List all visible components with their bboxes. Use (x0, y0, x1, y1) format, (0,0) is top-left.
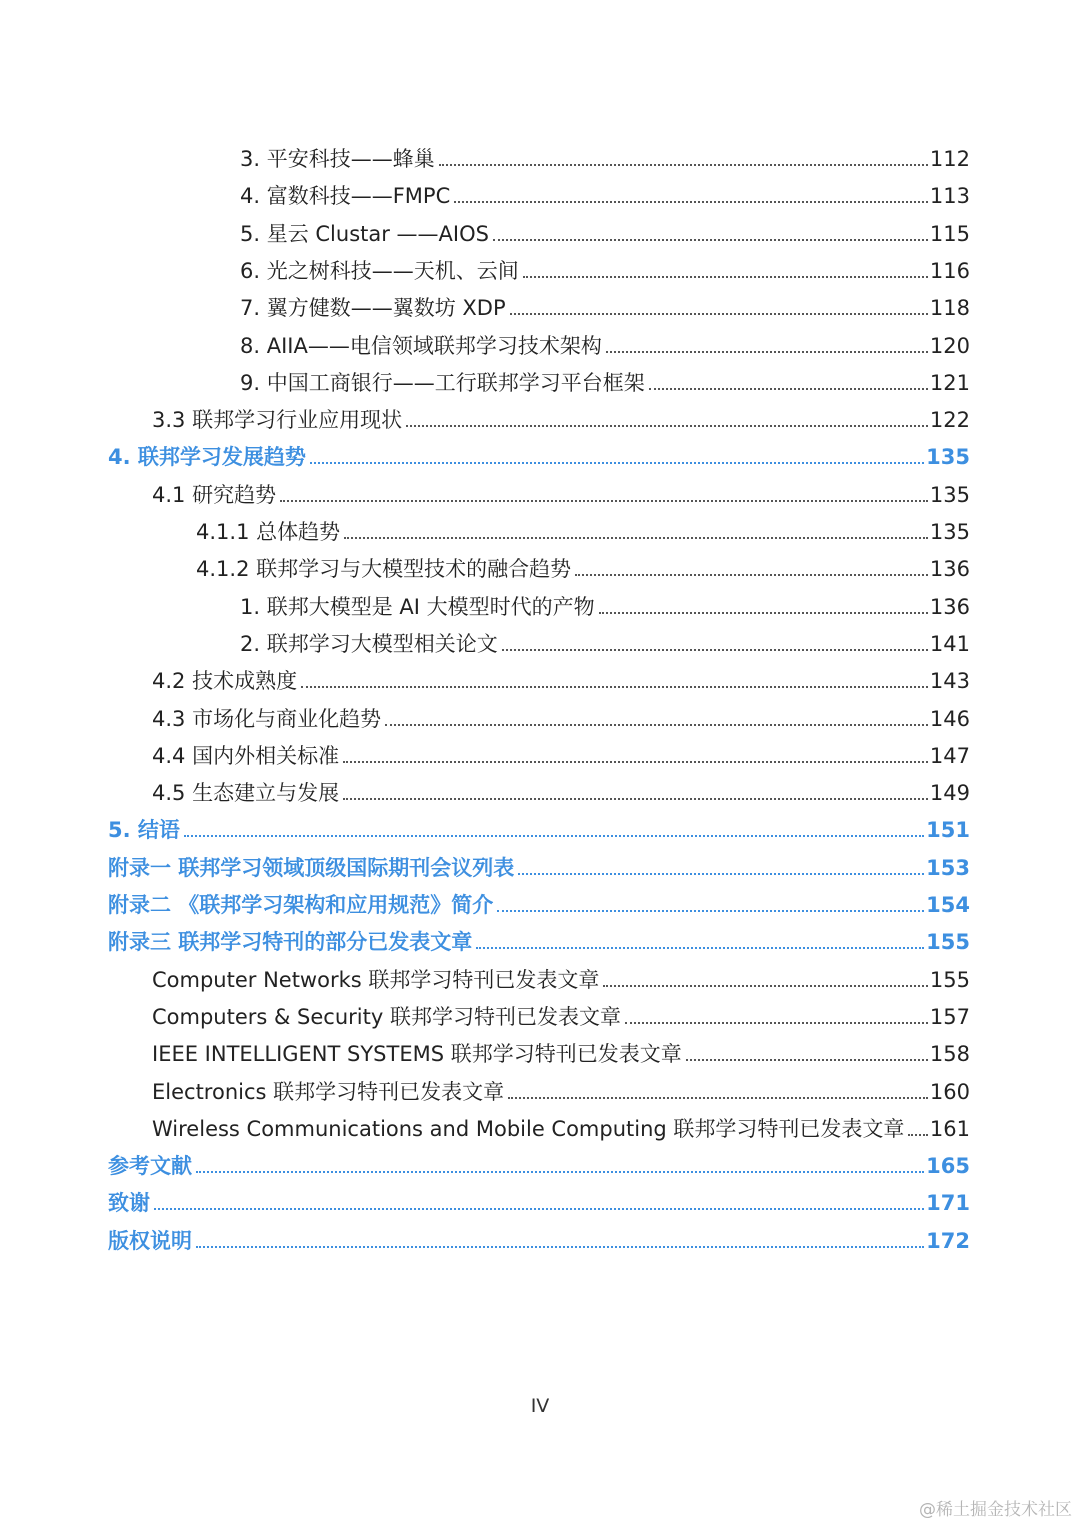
toc-entry[interactable] (152, 658, 970, 695)
toc-entry[interactable] (240, 285, 970, 322)
dot-leader (406, 423, 928, 427)
toc-entry-page: 157 (929, 1004, 970, 1029)
toc-major-entry[interactable] (108, 434, 970, 471)
toc-entry-title: 5. 结语 (108, 818, 180, 843)
dot-leader (184, 833, 924, 837)
toc-major-entry[interactable] (108, 1218, 970, 1255)
toc-entry[interactable] (240, 211, 970, 248)
toc-entry-title: 4.1.1 总体趋势 (196, 520, 341, 544)
toc-major-entry[interactable] (108, 845, 970, 882)
toc-entry-page: 121 (929, 370, 970, 395)
toc-entry-page: 171 (926, 1191, 970, 1216)
toc-entry-page: 141 (929, 631, 970, 656)
toc-entry[interactable] (240, 584, 970, 621)
toc-entry-title: 致谢 (108, 1191, 150, 1216)
toc-entry-title: 2. 联邦学习大模型相关论文 (240, 631, 498, 656)
dot-leader (908, 1132, 927, 1136)
toc-entry-title: 附录二 《联邦学习架构和应用规范》简介 (108, 893, 494, 917)
toc-entry-title: 附录一 联邦学习领域顶级国际期刊会议列表 (108, 855, 515, 880)
toc-entry-page: 143 (929, 669, 970, 694)
dot-leader (310, 460, 924, 464)
toc-entry-title: 5. 星云 Clustar ——AIOS (240, 221, 489, 246)
toc-entry[interactable] (152, 696, 970, 733)
toc-entry-title: Electronics 联邦学习特刊已发表文章 (152, 1079, 505, 1104)
dot-leader (154, 1206, 924, 1210)
toc-entry-page: 172 (926, 1228, 970, 1253)
dot-leader (493, 237, 928, 241)
toc-entry-page: 120 (929, 333, 970, 358)
toc-entry-page: 118 (929, 296, 970, 321)
toc-entry-title: 1. 联邦大模型是 AI 大模型时代的产物 (240, 594, 595, 619)
toc-entry-page: 135 (929, 482, 970, 507)
toc-entry-page: 158 (929, 1042, 970, 1067)
toc-entry-title: 参考文献 (108, 1154, 192, 1179)
toc-entry-title: 附录三 联邦学习特刊的部分已发表文章 (108, 930, 473, 955)
dot-leader (476, 945, 924, 949)
toc-entry[interactable] (240, 323, 970, 360)
toc-entry-title: 4. 联邦学习发展趋势 (108, 445, 306, 470)
toc-entry-page: 122 (929, 408, 970, 433)
dot-leader (196, 1169, 924, 1173)
toc-entry-page: 135 (926, 445, 970, 470)
toc-entry-title: 版权说明 (108, 1228, 192, 1253)
toc-entry-title: Computer Networks 联邦学习特刊已发表文章 (152, 967, 600, 992)
dot-leader (454, 199, 928, 203)
toc-major-entry[interactable] (108, 1180, 970, 1217)
toc-entry[interactable] (196, 546, 970, 583)
toc-entry-page: 161 (929, 1116, 970, 1141)
toc-entry-title: 3.3 联邦学习行业应用现状 (152, 408, 403, 433)
dot-leader (625, 1020, 928, 1024)
toc-entry-title: 4.2 技术成熟度 (152, 669, 298, 694)
dot-leader (599, 610, 928, 614)
dot-leader (523, 274, 928, 278)
toc-entry[interactable] (152, 1106, 970, 1143)
dot-leader (510, 311, 928, 315)
dot-leader (686, 1057, 928, 1061)
dot-leader (502, 647, 928, 651)
toc-entry-title: 4.5 生态建立与发展 (152, 781, 340, 806)
dot-leader (497, 908, 924, 912)
toc-entry-page: 146 (929, 706, 970, 731)
toc-major-entry[interactable] (108, 882, 970, 919)
toc-entry[interactable] (152, 1069, 970, 1106)
page-number: IV (530, 1395, 550, 1417)
toc-entry-title: Computers & Security 联邦学习特刊已发表文章 (152, 1004, 621, 1029)
toc-entry-page: 136 (929, 594, 970, 619)
toc-entry-page: 115 (929, 221, 970, 246)
toc-entry-page: 116 (929, 258, 970, 283)
toc-entry-title: 8. AIIA——电信领域联邦学习技术架构 (240, 333, 602, 358)
toc-entry-page: 165 (926, 1154, 970, 1179)
toc-entry-title: IEEE INTELLIGENT SYSTEMS 联邦学习特刊已发表文章 (152, 1042, 682, 1067)
toc-entry[interactable] (240, 621, 970, 658)
dot-leader (344, 535, 928, 539)
toc-entry-page: 151 (926, 818, 970, 843)
toc-entry-page: 154 (926, 893, 970, 917)
toc-entry-page: 160 (929, 1079, 970, 1104)
toc-entry-title: Wireless Communications and Mobile Computing 联邦学习特刊已发表文章 (152, 1116, 905, 1141)
toc-entry-title: 6. 光之树科技——天机、云间 (240, 258, 519, 283)
toc-entry-page: 113 (929, 184, 970, 209)
toc-entry[interactable] (240, 360, 970, 397)
dot-leader (575, 572, 928, 576)
toc-entry[interactable] (152, 472, 970, 509)
toc-entry[interactable] (240, 136, 970, 173)
toc-entry[interactable] (240, 248, 970, 285)
toc-entry-title: 9. 中国工商银行——工行联邦学习平台框架 (240, 370, 645, 395)
toc-entry[interactable] (152, 957, 970, 994)
toc-entry-title: 4.4 国内外相关标准 (152, 743, 340, 768)
toc-entry-page: 136 (929, 557, 970, 582)
toc-entry-page: 155 (926, 930, 970, 955)
dot-leader (518, 871, 924, 875)
dot-leader (343, 759, 928, 763)
toc-entry[interactable] (152, 397, 970, 434)
toc-entry-page: 147 (929, 743, 970, 768)
toc-entry-page: 153 (926, 855, 970, 880)
dot-leader (508, 1095, 928, 1099)
toc-entry-page: 135 (929, 520, 970, 544)
dot-leader (343, 796, 928, 800)
dot-leader (301, 684, 928, 688)
toc-entry[interactable] (240, 173, 970, 210)
toc-entry-title: 3. 平安科技——蜂巢 (240, 147, 435, 171)
toc-entry[interactable] (152, 770, 970, 807)
toc-entry[interactable] (196, 509, 970, 546)
dot-leader (649, 386, 928, 390)
toc-entry-title: 4. 富数科技——FMPC (240, 184, 451, 209)
toc-major-entry[interactable] (108, 919, 970, 956)
dot-leader (606, 349, 928, 353)
toc-entry-page: 155 (929, 967, 970, 992)
toc-entry-title: 7. 翼方健数——翼数坊 XDP (240, 296, 506, 321)
dot-leader (439, 162, 928, 166)
dot-leader (196, 1244, 924, 1248)
toc-entry-title: 4.1 研究趋势 (152, 482, 277, 507)
watermark: @稀土掘金技术社区 (919, 1500, 1072, 1520)
dot-leader (280, 498, 928, 502)
toc-entry[interactable] (152, 1031, 970, 1068)
toc-major-entry[interactable] (108, 1143, 970, 1180)
toc-entry-page: 149 (929, 781, 970, 806)
toc-entry-title: 4.3 市场化与商业化趋势 (152, 706, 382, 731)
toc-major-entry[interactable] (108, 807, 970, 844)
toc-entry[interactable] (152, 994, 970, 1031)
dot-leader (603, 983, 928, 987)
dot-leader (385, 722, 928, 726)
toc-entry-page: 112 (929, 147, 970, 171)
toc-entry[interactable] (152, 733, 970, 770)
toc-entry-title: 4.1.2 联邦学习与大模型技术的融合趋势 (196, 557, 572, 582)
